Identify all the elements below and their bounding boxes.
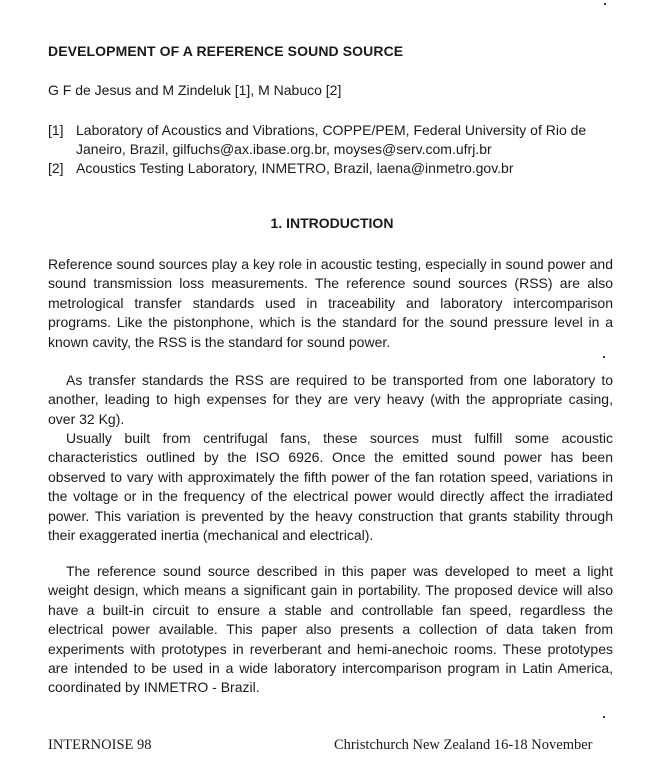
affiliation-1 [48, 121, 628, 159]
paper-title: DEVELOPMENT OF A REFERENCE SOUND SOURCE [48, 43, 404, 59]
author-list: G F de Jesus and M Zindeluk [1], M Nabuco [2] [48, 82, 342, 98]
body-paragraph: As transfer standards the RSS are required to be transported from one laboratory to another, leading to high expenses for they are very heavy (with the appropriate casing, over 32 Kg). [48, 372, 613, 427]
body-paragraph: Reference sound sources play a key role in acoustic testing, especially in sound power and sound transmission loss measurements. The reference sound sources (RSS) are also metrological transfer standards used in traceability and laboratory intercomparison programs. Like the pistonphone, which is the standard for the sound pressure level in a known cavity, the RSS is the standard for sound power. [48, 256, 613, 350]
scan-speck [604, 3, 606, 5]
body-paragraph: The reference sound source described in this paper was developed to meet a light weight design, which means a significant gain in portability. The proposed device will also have a built-in circuit to ensure a stable and controllable fan speed, regardless the electrical power available. This paper also presents a collection of data taken from experiments with prototypes in reverberant and hemi-anechoic rooms. These prototypes are intended to be used in a wide laboratory intercomparison program in Latin America, coordinated by INMETRO - Brazil. [48, 563, 613, 696]
affiliation-number: [1] [48, 122, 64, 138]
affiliation-number: [2] [48, 160, 64, 176]
footer-conference: INTERNOISE 98 [48, 737, 152, 753]
footer-location: Christchurch New Zealand 16-18 November [334, 737, 593, 753]
affiliation-text: Acoustics Testing Laboratory, INMETRO, Brazil, laena@inmetro.gov.br [76, 160, 514, 176]
body-paragraph: Usually built from centrifugal fans, these sources must fulfill some acoustic characteristics outlined by the ISO 6926. Once the emitted sound power has been observed to vary with approximately the fifth power of the fan rotation speed, variations in the voltage or in the frequency of the electrical power would directly affect the irradiated power. This variation is prevented by the heavy construction that grants stability through their exaggerated inertia (mechanical and electrical). [48, 430, 613, 544]
scan-speck [603, 716, 605, 718]
section-heading: 1. INTRODUCTION [270, 215, 394, 231]
affiliation-2 [48, 159, 628, 178]
affiliation-text: Laboratory of Acoustics and Vibrations, COPPE/PEM, Federal University of Rio de Janeiro, Brazil, gilfuchs@ax.ibase.org.br, moyses@serv.com.ufrj.br [76, 122, 587, 157]
scan-speck [603, 356, 605, 358]
